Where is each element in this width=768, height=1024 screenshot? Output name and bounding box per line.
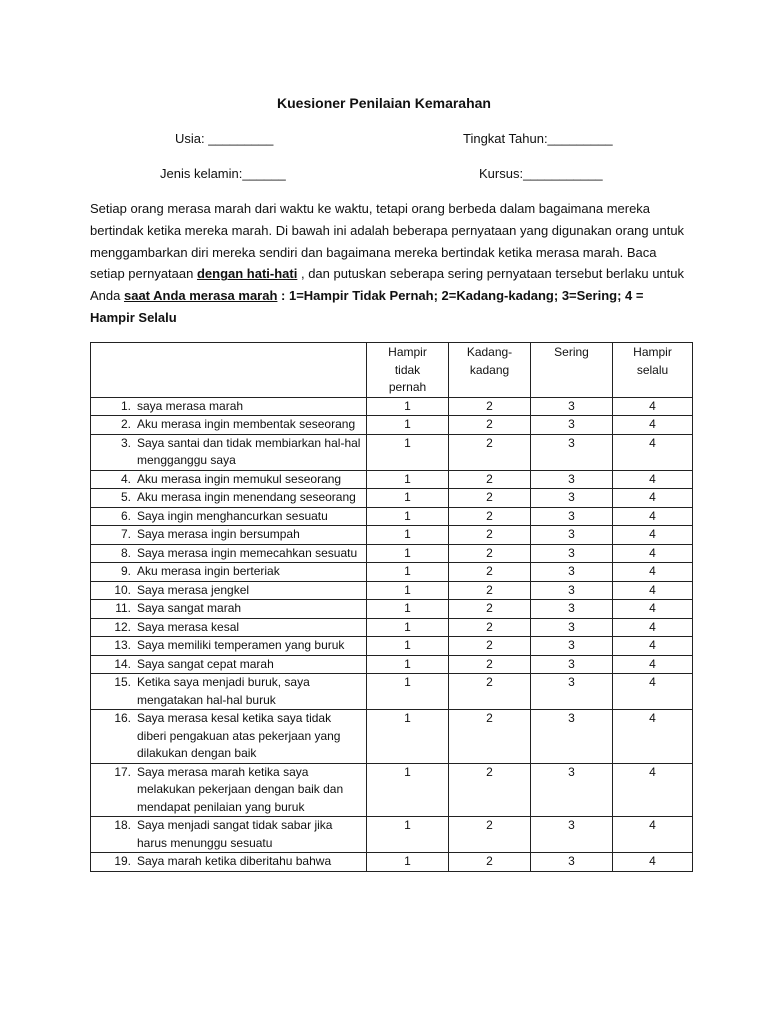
item-number: 19. — [114, 854, 131, 868]
item-statement: Saya sangat marah — [137, 601, 242, 615]
item-cell — [91, 544, 367, 563]
table-header-row — [91, 343, 693, 398]
score-cell: 1 — [367, 563, 449, 582]
item-statement: Aku merasa ingin memukul seseorang — [137, 471, 342, 486]
age-field: Usia: _________ — [175, 131, 274, 146]
score-cell: 2 — [449, 763, 531, 817]
score-cell: 3 — [531, 434, 613, 470]
score-cell: 1 — [367, 853, 449, 872]
score-cell: 3 — [531, 563, 613, 582]
questionnaire-table — [90, 342, 693, 872]
score-cell: 4 — [613, 526, 693, 545]
score-cell: 1 — [367, 763, 449, 817]
item-number: 10. — [114, 582, 131, 597]
item-cell — [91, 581, 367, 600]
item-cell — [91, 434, 367, 470]
table-row — [91, 581, 693, 600]
score-cell: 1 — [367, 397, 449, 416]
instructions-paragraph — [90, 198, 690, 329]
instructions-emphasis-1: dengan hati-hati — [196, 266, 298, 282]
item-number: 11. — [115, 601, 131, 615]
table-row — [91, 434, 693, 470]
item-number: 13. — [114, 638, 131, 652]
score-cell: 1 — [367, 470, 449, 489]
item-cell — [91, 618, 367, 637]
score-cell: 3 — [531, 637, 613, 656]
score-cell: 4 — [613, 581, 693, 600]
item-cell — [91, 763, 367, 817]
score-cell: 4 — [613, 416, 693, 435]
table-row — [91, 526, 693, 545]
score-cell: 3 — [531, 416, 613, 435]
score-cell: 2 — [449, 618, 531, 637]
item-statement: Saya merasa kesal — [137, 619, 240, 634]
score-cell: 1 — [367, 526, 449, 545]
item-cell — [91, 817, 367, 853]
table-row — [91, 817, 693, 853]
score-cell: 1 — [367, 618, 449, 637]
item-number: 7. — [120, 527, 131, 541]
score-cell: 3 — [531, 397, 613, 416]
item-statement: Ketika saya menjadi buruk, saya mengatakan hal-hal buruk — [137, 675, 310, 707]
item-statement: saya merasa marah — [137, 398, 244, 413]
item-statement: Saya santai dan tidak membiarkan hal-hal mengganggu saya — [137, 435, 361, 467]
item-number: 3. — [120, 435, 131, 450]
score-cell: 1 — [367, 655, 449, 674]
item-number: 8. — [120, 545, 131, 560]
instructions-scale: : 1=Hampir Tidak Pernah; 2=Kadang-kadang; 3=Sering; 4 = Hampir Selalu — [90, 288, 644, 325]
score-cell: 2 — [449, 397, 531, 416]
document-title: Kuesioner Penilaian Kemarahan — [277, 95, 491, 111]
score-cell: 2 — [449, 489, 531, 508]
table-row — [91, 600, 693, 619]
score-cell: 4 — [613, 544, 693, 563]
item-number: 14. — [114, 656, 131, 671]
item-statement: Saya sangat cepat marah — [137, 656, 274, 671]
score-cell: 1 — [367, 710, 449, 764]
item-number: 12. — [114, 619, 131, 634]
item-cell — [91, 397, 367, 416]
item-statement: Saya merasa ingin bersumpah — [137, 527, 300, 541]
item-cell — [91, 507, 367, 526]
table-row — [91, 397, 693, 416]
table-row — [91, 489, 693, 508]
score-cell: 3 — [531, 526, 613, 545]
item-number: 6. — [120, 508, 131, 523]
item-cell — [91, 526, 367, 545]
table-row — [91, 544, 693, 563]
score-cell: 2 — [449, 434, 531, 470]
header-item — [91, 343, 367, 398]
header-often: Sering — [531, 343, 613, 398]
score-cell: 3 — [531, 710, 613, 764]
score-cell: 4 — [613, 600, 693, 619]
score-cell: 2 — [449, 581, 531, 600]
score-cell: 1 — [367, 507, 449, 526]
score-cell: 3 — [531, 618, 613, 637]
header-almost-always: Hampir selalu — [613, 343, 693, 398]
score-cell: 1 — [367, 544, 449, 563]
score-cell: 4 — [613, 397, 693, 416]
score-cell: 2 — [449, 600, 531, 619]
item-number: 5. — [120, 490, 131, 504]
score-cell: 3 — [531, 544, 613, 563]
table-row — [91, 563, 693, 582]
score-cell: 1 — [367, 581, 449, 600]
header-almost-never: Hampir tidak pernah — [367, 343, 449, 398]
score-cell: 4 — [613, 655, 693, 674]
item-number: 2. — [120, 417, 131, 431]
score-cell: 2 — [449, 637, 531, 656]
item-statement: Saya merasa marah ketika saya melakukan pekerjaan dengan baik dan mendapat penilaian yang buruk — [137, 764, 344, 814]
score-cell: 4 — [613, 817, 693, 853]
score-cell: 1 — [367, 416, 449, 435]
gender-field: Jenis kelamin:______ — [160, 166, 286, 181]
item-statement: Aku merasa ingin membentak seseorang — [137, 417, 356, 431]
item-statement: Saya marah ketika diberitahu bahwa — [137, 854, 332, 868]
score-cell: 4 — [613, 710, 693, 764]
score-cell: 2 — [449, 655, 531, 674]
item-cell — [91, 637, 367, 656]
instructions-text-2: , dan putuskan seberapa sering pernyataan tersebut berlaku untuk Anda — [90, 266, 685, 304]
table-row — [91, 853, 693, 872]
table-row — [91, 655, 693, 674]
score-cell: 2 — [449, 853, 531, 872]
item-cell — [91, 674, 367, 710]
item-cell — [91, 655, 367, 674]
item-statement: Saya merasa kesal ketika saya tidak diberi pengakuan atas pekerjaan yang dilakukan dengan baik — [137, 711, 341, 760]
item-statement: Saya merasa ingin memecahkan sesuatu — [137, 545, 358, 560]
score-cell: 1 — [367, 489, 449, 508]
score-cell: 2 — [449, 817, 531, 853]
item-number: 4. — [120, 471, 131, 486]
item-cell — [91, 563, 367, 582]
item-cell — [91, 853, 367, 872]
item-number: 18. — [114, 818, 131, 832]
score-cell: 4 — [613, 563, 693, 582]
score-cell: 3 — [531, 489, 613, 508]
item-statement: Saya merasa jengkel — [137, 582, 250, 597]
item-cell — [91, 470, 367, 489]
score-cell: 4 — [613, 674, 693, 710]
score-cell: 2 — [449, 416, 531, 435]
score-cell: 3 — [531, 853, 613, 872]
item-statement: Saya memiliki temperamen yang buruk — [137, 638, 345, 652]
header-sometimes: Kadang-kadang — [449, 343, 531, 398]
item-number: 15. — [114, 675, 131, 689]
score-cell: 1 — [367, 637, 449, 656]
score-cell: 2 — [449, 674, 531, 710]
item-cell — [91, 416, 367, 435]
score-cell: 3 — [531, 817, 613, 853]
table-row — [91, 470, 693, 489]
instructions-emphasis-2: saat Anda merasa marah — [123, 288, 278, 304]
item-cell — [91, 600, 367, 619]
course-field: Kursus:___________ — [479, 166, 603, 181]
instructions-text-1: Setiap orang merasa marah dari waktu ke waktu, tetapi orang berbeda dalam bagaimana mereka bertindak ketika mereka marah. Di bawah ini adalah beberapa pernyataan yang digunakan orang untuk menggambarkan diri mereka sendiri dan bagaimana mereka bertindak ketika merasa marah. Baca setiap pernyataan — [90, 201, 685, 282]
table-row — [91, 674, 693, 710]
item-statement: Saya menjadi sangat tidak sabar jika harus menunggu sesuatu — [137, 818, 333, 850]
item-statement: Aku merasa ingin berteriak — [137, 564, 280, 578]
score-cell: 4 — [613, 489, 693, 508]
score-cell: 1 — [367, 817, 449, 853]
score-cell: 2 — [449, 526, 531, 545]
table-row — [91, 416, 693, 435]
score-cell: 3 — [531, 470, 613, 489]
item-number: 1. — [120, 398, 131, 413]
score-cell: 4 — [613, 434, 693, 470]
score-cell: 3 — [531, 763, 613, 817]
score-cell: 1 — [367, 674, 449, 710]
score-cell: 3 — [531, 674, 613, 710]
score-cell: 2 — [449, 563, 531, 582]
item-number: 17. — [114, 764, 131, 779]
score-cell: 4 — [613, 853, 693, 872]
score-cell: 4 — [613, 507, 693, 526]
score-cell: 1 — [367, 600, 449, 619]
item-statement: Aku merasa ingin menendang seseorang — [137, 490, 356, 504]
table-row — [91, 763, 693, 817]
item-number: 9. — [120, 564, 131, 578]
score-cell: 4 — [613, 470, 693, 489]
score-cell: 2 — [449, 470, 531, 489]
score-cell: 3 — [531, 655, 613, 674]
grade-field: Tingkat Tahun:_________ — [463, 131, 613, 146]
item-number: 16. — [114, 711, 131, 725]
score-cell: 2 — [449, 710, 531, 764]
item-cell — [91, 489, 367, 508]
item-statement: Saya ingin menghancurkan sesuatu — [137, 508, 328, 523]
table-row — [91, 710, 693, 764]
score-cell: 2 — [449, 544, 531, 563]
score-cell: 2 — [449, 507, 531, 526]
score-cell: 4 — [613, 763, 693, 817]
table-row — [91, 618, 693, 637]
score-cell: 4 — [613, 618, 693, 637]
score-cell: 3 — [531, 600, 613, 619]
table-row — [91, 507, 693, 526]
score-cell: 3 — [531, 507, 613, 526]
table-row — [91, 637, 693, 656]
item-cell — [91, 710, 367, 764]
score-cell: 3 — [531, 581, 613, 600]
score-cell: 1 — [367, 434, 449, 470]
score-cell: 4 — [613, 637, 693, 656]
